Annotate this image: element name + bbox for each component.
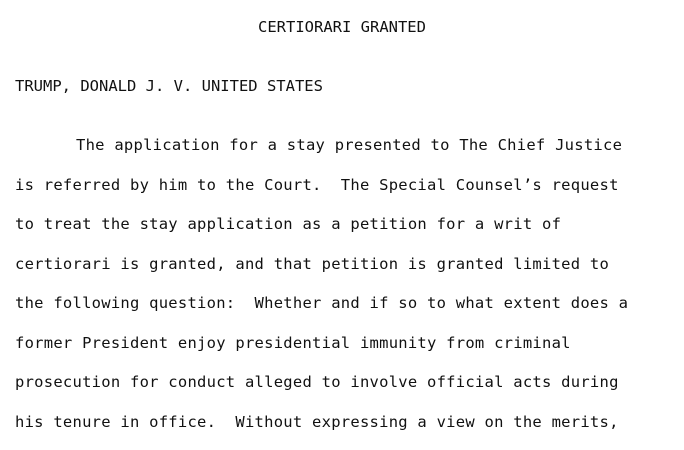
body-line: former President enjoy presidential immunity from criminal bbox=[15, 332, 675, 372]
case-title: TRUMP, DONALD J. V. UNITED STATES bbox=[15, 76, 323, 96]
order-heading: CERTIORARI GRANTED bbox=[0, 17, 684, 37]
order-body bbox=[15, 134, 675, 450]
body-line: certiorari is granted, and that petition is granted limited to bbox=[15, 253, 675, 293]
body-line: to treat the stay application as a petition for a writ of bbox=[15, 213, 675, 253]
body-line: prosecution for conduct alleged to involve official acts during bbox=[15, 371, 675, 411]
body-line: is referred by him to the Court. The Special Counsel’s request bbox=[15, 174, 675, 214]
body-line: his tenure in office. Without expressing a view on the merits, bbox=[15, 411, 675, 450]
body-line: the following question: Whether and if so to what extent does a bbox=[15, 292, 675, 332]
body-line: The application for a stay presented to The Chief Justice bbox=[15, 134, 675, 174]
